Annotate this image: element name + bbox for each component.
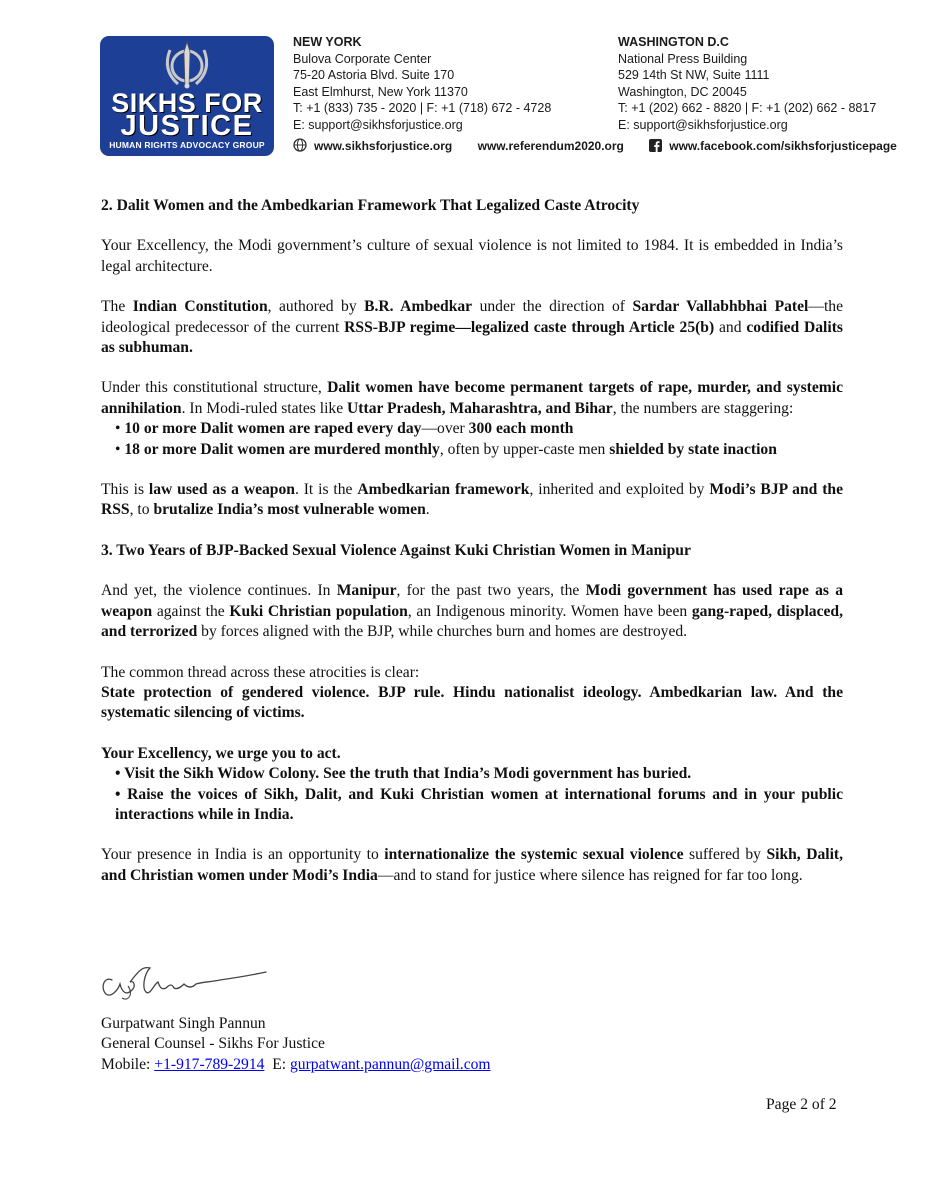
office-city: WASHINGTON D.C [618,35,729,49]
logo-text-line2: JUSTICE [120,110,254,142]
office-email: E: support@sikhsforjustice.org [618,117,788,132]
office-city: NEW YORK [293,35,362,49]
office-washington [618,34,876,133]
mobile-label: Mobile: [101,1055,155,1073]
emphasis-text: shielded by state inaction [609,440,777,458]
body-text: . In Modi-ruled states like [181,399,348,417]
emphasis-text: Sardar Vallabhbhai Patel [632,298,809,316]
website-link[interactable] [293,139,456,153]
facebook-link[interactable] [649,139,897,153]
email-label: E: [272,1055,290,1073]
common-thread-statement: State protection of gendered violence. BJP rule. Hindu nationalist ideology. Ambedkarian law. And the systematic silencing of victims. [101,683,843,722]
website-link-text: www.sikhsforjustice.org [314,139,453,153]
section-2-paragraph-4 [101,480,843,521]
emphasis-text: 300 each month [468,420,574,438]
referendum-link[interactable]: www.referendum2020.org [477,139,624,153]
emphasis-text: Dalit women have become permanent targets of rape, murder, and systemic annihilation [101,379,844,417]
letterhead [100,34,920,160]
body-text: , to [129,501,154,519]
emphasis-text: internationalize the systemic sexual violence [384,846,684,864]
call-to-action [101,744,843,764]
body-text: , inherited and exploited by [529,481,710,499]
logo-tagline: HUMAN RIGHTS ADVOCACY GROUP [109,140,265,150]
body-text: suffered by [683,846,767,864]
emphasis-text: Uttar Pradesh, Maharashtra, and Bihar [347,399,613,417]
statistic-bullet-2 [115,440,843,460]
emphasis-text: Modi’s BJP and the RSS [101,481,843,519]
body-text: , authored by [267,298,365,316]
body-text: • [115,440,125,458]
emphasis-text: 18 or more Dalit women are murdered monthly [124,440,440,458]
office-email: E: support@sikhsforjustice.org [293,117,463,132]
body-text: —the ideological predecessor of the current [101,298,843,336]
action-bullet-text: • Visit the Sikh Widow Colony. See the truth that India’s Modi government has buried. [115,765,692,783]
office-new-york [293,34,551,133]
mobile-link[interactable]: +1-917-789-2914 [154,1055,265,1073]
office-line: 529 14th St NW, Suite 1111 [618,68,770,82]
action-bullet-1 [115,764,843,784]
office-phone: T: +1 (833) 735 - 2020 | F: +1 (718) 672 - 4728 [293,101,552,115]
signer-contact [101,1055,491,1075]
body-text: Your presence in India is an opportunity to [101,846,385,864]
emphasis-text: Sikh, Dalit, and Christian women under Modi’s India [101,846,844,884]
section-2-heading: 2. Dalit Women and the Ambedkarian Framework That Legalized Caste Atrocity [101,197,640,214]
body-text: . It is the [294,481,358,499]
facebook-icon [649,139,662,152]
common-thread-intro: The common thread across these atrocities is clear: [101,663,420,681]
emphasis-text: Ambedkarian framework [357,481,530,499]
office-line: National Press Building [618,51,748,66]
body-text: under the direction of [472,298,633,316]
body-text: And yet, the violence continues. In [101,582,337,600]
emphasis-text: codified Dalits as subhuman. [101,318,843,357]
body-text: , an Indigenous minority. Women have been [407,602,692,620]
signature-block [101,1014,491,1075]
office-line: 75-20 Astoria Blvd. Suite 170 [293,68,455,82]
signer-title: General Counsel - Sikhs For Justice [101,1035,325,1053]
emphasis-text: Kuki Christian population [229,602,408,620]
signer-name: Gurpatwant Singh Pannun [101,1015,266,1032]
section-2-paragraph-1: Your Excellency, the Modi government’s culture of sexual violence is not limited to 1984. It is embedded in India’s legal architecture. [101,237,843,275]
body-text: This is [101,481,149,499]
call-to-action-text: Your Excellency, we urge you to act. [101,744,341,762]
body-text: , often by upper-caste men [439,440,610,458]
body-text: • [115,420,125,438]
body-text: , the numbers are staggering: [612,399,794,417]
globe-icon [293,138,307,152]
office-line: East Elmhurst, New York 11370 [293,84,468,99]
statistic-bullet-1 [115,419,843,439]
section-2-paragraph-3 [101,378,843,419]
body-text: against the [152,602,230,620]
body-text: and [714,318,747,336]
emphasis-text: RSS-BJP regime—legalized caste through Article 25(b) [344,318,715,336]
emphasis-text: Manipur [336,582,397,600]
body-text: Under this constitutional structure, [101,379,328,397]
sfj-logo [100,36,274,156]
office-line: Bulova Corporate Center [293,51,432,66]
body-text: —and to stand for justice where silence has reigned for far too long. [377,866,803,884]
emphasis-text: gang-raped, displaced, and terrorized [101,602,843,641]
web-links [293,138,897,153]
office-phone: T: +1 (202) 662 - 8820 | F: +1 (202) 662 - 8817 [618,101,877,115]
body-text: , for the past two years, the [396,582,586,600]
emphasis-text: 10 or more Dalit women are raped every day [124,420,422,438]
office-line: Washington, DC 20045 [618,84,747,99]
section-3-paragraph-2 [101,663,843,724]
section-2-paragraph-2 [101,297,843,358]
body-text: The [101,298,133,316]
handwritten-signature [98,958,288,1008]
section-3-heading: 3. Two Years of BJP-Backed Sexual Violence Against Kuki Christian Women in Manipur [101,541,691,559]
facebook-link-text: www.facebook.com/sikhsforjusticepage [669,139,897,153]
body-text: . [425,501,430,519]
emphasis-text: law used as a weapon [148,481,295,499]
page-number: Page 2 of 2 [766,1096,837,1113]
khanda-icon [160,40,214,90]
emphasis-text: B.R. Ambedkar [364,298,473,316]
action-bullet-2 [115,785,843,826]
section-3-paragraph-1 [101,581,843,642]
closing-paragraph [101,845,843,886]
emphasis-text: Modi government has used rape as a weapon [101,582,844,620]
logo-text-line1: SIKHS FOR [111,88,263,118]
body-text: by forces aligned with the BJP, while churches burn and homes are destroyed. [197,623,688,641]
emphasis-text: brutalize India’s most vulnerable women [153,501,426,519]
action-bullet-text: • Raise the voices of Sikh, Dalit, and Kuki Christian women at international forums and in your public interactions while in India. [115,785,843,823]
emphasis-text: Indian Constitution [132,298,268,316]
body-text: —over [421,420,469,438]
email-link[interactable]: gurpatwant.pannun@gmail.com [289,1055,491,1073]
letter-body [101,196,843,906]
